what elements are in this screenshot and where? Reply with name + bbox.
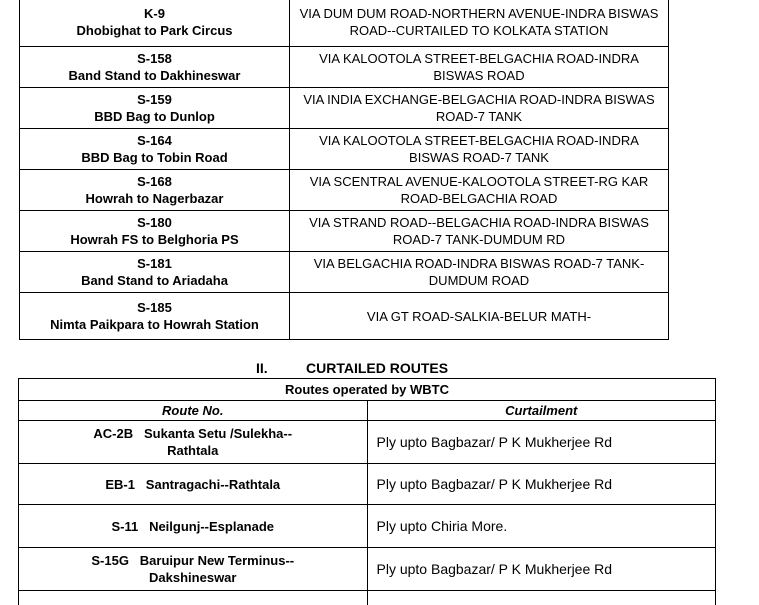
table-row <box>19 548 716 591</box>
route-number: S-185 <box>24 299 285 316</box>
route-number: S-181 <box>24 255 285 272</box>
route-name: Howrah to Nagerbazar <box>24 190 285 207</box>
route-via: VIA KALOOTOLA STREET-BELGACHIA ROAD-INDRA BISWAS ROAD-7 TANK <box>290 129 669 170</box>
column-header-curtailment: Curtailment <box>367 401 716 421</box>
route-cell <box>20 88 290 129</box>
route-number: S-168 <box>24 173 285 190</box>
curtailment-cell: Ply upto Bagbazar/ P K Mukherjee Rd <box>367 421 716 464</box>
route-cell <box>20 293 290 340</box>
route-cell <box>20 170 290 211</box>
table-row <box>19 505 716 548</box>
route-number: S-164 <box>24 132 285 149</box>
section-heading <box>0 360 759 378</box>
route-number: K-9 <box>24 5 285 22</box>
route-name: Neilgunj--Esplanade <box>149 519 274 534</box>
route-name-cont: Rathtala <box>167 443 218 458</box>
route-code: AC-2B <box>93 426 133 441</box>
route-code: EB-1 <box>105 477 135 492</box>
routes-table <box>19 0 669 340</box>
route-number: S-180 <box>24 214 285 231</box>
section-number: II. <box>256 360 268 376</box>
route-cell <box>19 421 368 464</box>
route-via: VIA BELGACHIA ROAD-INDRA BISWAS ROAD-7 TANK-DUMDUM ROAD <box>290 252 669 293</box>
table-caption: Routes operated by WBTC <box>19 379 716 401</box>
table-row <box>19 421 716 464</box>
curtailment-cell: Ply upto Chiria More. <box>367 505 716 548</box>
route-name: Band Stand to Ariadaha <box>24 272 285 289</box>
route-name: Dhobighat to Park Circus <box>24 22 285 39</box>
section-title: CURTAILED ROUTES <box>306 360 448 376</box>
route-via: VIA INDIA EXCHANGE-BELGACHIA ROAD-INDRA BISWAS ROAD-7 TANK <box>290 88 669 129</box>
table-row <box>20 293 669 340</box>
route-cell <box>20 47 290 88</box>
route-cell <box>20 0 290 47</box>
route-number: S-158 <box>24 50 285 67</box>
route-name: Santragachi--Rathtala <box>146 477 280 492</box>
route-code: S-15G <box>91 553 129 568</box>
route-cell <box>20 211 290 252</box>
table-row <box>20 252 669 293</box>
table-row <box>19 464 716 505</box>
route-via: VIA GT ROAD-SALKIA-BELUR MATH- <box>290 293 669 340</box>
route-cell <box>19 548 368 591</box>
table-row <box>20 0 669 47</box>
route-via: VIA STRAND ROAD--BELGACHIA ROAD-INDRA BISWAS ROAD-7 TANK-DUMDUM RD <box>290 211 669 252</box>
route-name: Howrah FS to Belghoria PS <box>24 231 285 248</box>
table-row <box>20 88 669 129</box>
table-row <box>20 47 669 88</box>
table-row <box>20 129 669 170</box>
table-row <box>20 170 669 211</box>
table-row <box>20 211 669 252</box>
route-via: VIA SCENTRAL AVENUE-KALOOTOLA STREET-RG KAR ROAD-BELGACHIA ROAD <box>290 170 669 211</box>
route-number: S-159 <box>24 91 285 108</box>
curtailment-cell: Ply upto Bagbazar/ P K Mukherjee Rd <box>367 464 716 505</box>
route-via: VIA DUM DUM ROAD-NORTHERN AVENUE-INDRA BISWAS ROAD--CURTAILED TO KOLKATA STATION <box>290 0 669 47</box>
curtailed-routes-table <box>18 378 716 605</box>
route-name: Baruipur New Terminus-- <box>140 553 294 568</box>
header-row <box>19 401 716 421</box>
route-cell <box>20 129 290 170</box>
column-header-route: Route No. <box>19 401 368 421</box>
route-via: VIA KALOOTOLA STREET-BELGACHIA ROAD-INDRA BISWAS ROAD <box>290 47 669 88</box>
route-name: BBD Bag to Dunlop <box>24 108 285 125</box>
caption-row <box>19 379 716 401</box>
curtailment-cell: Ply upto Bagbazar/ P K Mukherjee Rd <box>367 548 716 591</box>
route-cell <box>19 464 368 505</box>
route-name: Sukanta Setu /Sulekha-- <box>144 426 292 441</box>
route-cell <box>20 252 290 293</box>
route-cell <box>19 505 368 548</box>
route-code: S-11 <box>111 519 138 534</box>
route-name: BBD Bag to Tobin Road <box>24 149 285 166</box>
route-name: Nimta Paikpara to Howrah Station <box>24 316 285 333</box>
route-name-cont: Dakshineswar <box>149 570 236 585</box>
route-name: Band Stand to Dakhineswar <box>24 67 285 84</box>
